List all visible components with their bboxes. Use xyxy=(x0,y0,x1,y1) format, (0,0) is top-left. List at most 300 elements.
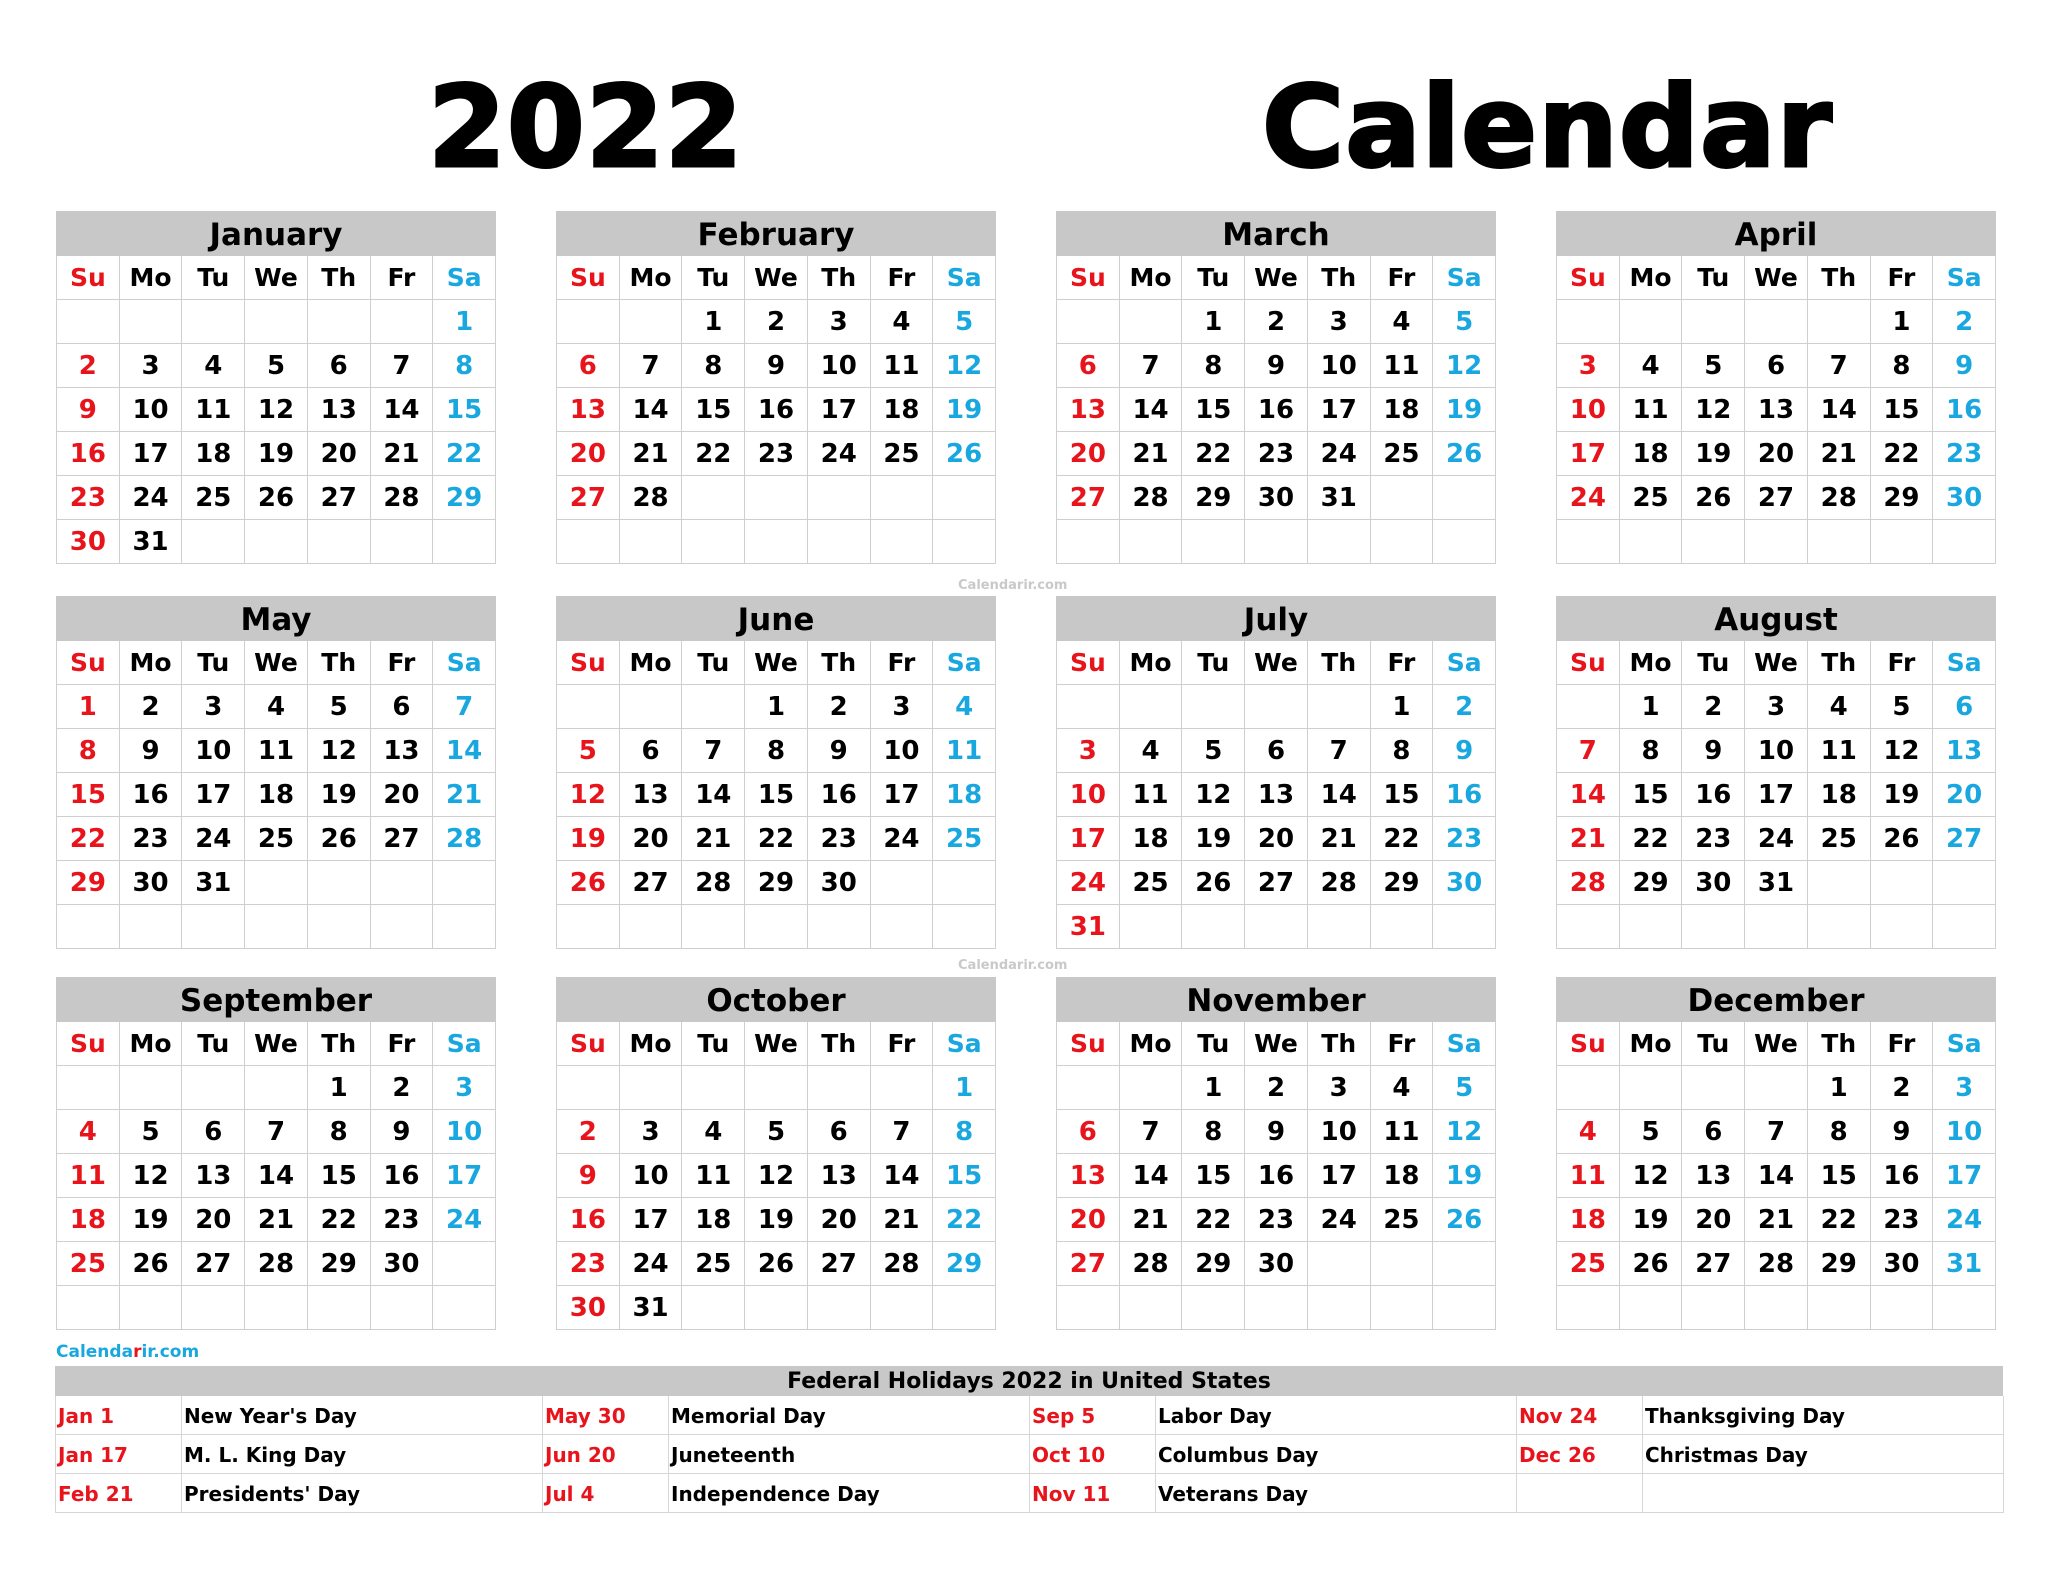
day-cell: 26 xyxy=(557,861,620,905)
day-cell: 20 xyxy=(808,1198,871,1242)
empty-cell xyxy=(1245,520,1308,564)
empty-cell xyxy=(620,905,683,949)
day-cell: 31 xyxy=(1057,905,1120,949)
day-cell: 1 xyxy=(308,1066,371,1110)
empty-cell xyxy=(433,1242,496,1286)
empty-cell xyxy=(1120,520,1183,564)
empty-cell xyxy=(871,476,934,520)
empty-cell xyxy=(933,520,996,564)
weekday-header: We xyxy=(745,256,808,300)
day-cell: 13 xyxy=(1057,388,1120,432)
day-cell: 4 xyxy=(1371,1066,1434,1110)
day-cell: 29 xyxy=(1871,476,1934,520)
month-name: August xyxy=(1556,596,1996,641)
brand-suffix: ir.com xyxy=(141,1342,200,1362)
day-cell: 29 xyxy=(745,861,808,905)
watermark: Calendarir.com xyxy=(958,958,1068,973)
day-cell: 30 xyxy=(1933,476,1996,520)
day-cell: 21 xyxy=(682,817,745,861)
weekday-header: Th xyxy=(808,1022,871,1066)
empty-cell xyxy=(120,1066,183,1110)
day-cell: 9 xyxy=(1245,344,1308,388)
weekday-header: Mo xyxy=(1620,256,1683,300)
day-cell: 1 xyxy=(57,685,120,729)
day-cell: 18 xyxy=(1371,1154,1434,1198)
day-cell: 12 xyxy=(745,1154,808,1198)
day-cell: 1 xyxy=(433,300,496,344)
weekday-header: Sa xyxy=(1433,1022,1496,1066)
day-cell: 13 xyxy=(308,388,371,432)
day-cell: 22 xyxy=(1620,817,1683,861)
month-april xyxy=(1556,211,1996,564)
day-cell: 8 xyxy=(745,729,808,773)
holiday-date: Nov 11 xyxy=(1030,1474,1156,1513)
day-cell: 8 xyxy=(1871,344,1934,388)
empty-cell xyxy=(745,905,808,949)
day-cell: 26 xyxy=(1620,1242,1683,1286)
weekday-header: Tu xyxy=(1182,641,1245,685)
day-cell: 7 xyxy=(620,344,683,388)
day-cell: 24 xyxy=(620,1242,683,1286)
empty-cell xyxy=(1433,476,1496,520)
day-cell: 24 xyxy=(1745,817,1808,861)
day-cell: 15 xyxy=(1620,773,1683,817)
weekday-header: Su xyxy=(57,256,120,300)
day-cell: 3 xyxy=(1308,1066,1371,1110)
day-cell: 24 xyxy=(1308,432,1371,476)
weekday-header: Mo xyxy=(1620,1022,1683,1066)
day-cell: 13 xyxy=(1933,729,1996,773)
day-cell: 24 xyxy=(433,1198,496,1242)
day-cell: 11 xyxy=(1120,773,1183,817)
day-cell: 27 xyxy=(1057,1242,1120,1286)
empty-cell xyxy=(933,905,996,949)
day-cell: 23 xyxy=(1682,817,1745,861)
empty-cell xyxy=(1745,905,1808,949)
day-cell: 15 xyxy=(308,1154,371,1198)
empty-cell xyxy=(371,300,434,344)
day-cell: 30 xyxy=(120,861,183,905)
day-cell: 8 xyxy=(308,1110,371,1154)
weekday-header: Sa xyxy=(1433,641,1496,685)
empty-cell xyxy=(1682,1286,1745,1330)
month-may xyxy=(56,596,496,949)
day-cell: 25 xyxy=(871,432,934,476)
holiday-date: Dec 26 xyxy=(1517,1435,1643,1474)
day-cell: 20 xyxy=(620,817,683,861)
weekday-header: Fr xyxy=(371,641,434,685)
month-name: April xyxy=(1556,211,1996,256)
empty-cell xyxy=(745,1286,808,1330)
weekday-header: Fr xyxy=(1871,641,1934,685)
day-cell: 8 xyxy=(433,344,496,388)
day-cell: 10 xyxy=(433,1110,496,1154)
empty-cell xyxy=(1682,300,1745,344)
day-cell: 14 xyxy=(682,773,745,817)
day-cell: 5 xyxy=(308,685,371,729)
empty-cell xyxy=(745,476,808,520)
weekday-header: Mo xyxy=(120,256,183,300)
empty-cell xyxy=(1245,685,1308,729)
empty-cell xyxy=(371,520,434,564)
month-name: October xyxy=(556,977,996,1022)
day-cell: 22 xyxy=(933,1198,996,1242)
day-cell: 26 xyxy=(245,476,308,520)
day-cell: 17 xyxy=(120,432,183,476)
day-cell: 31 xyxy=(620,1286,683,1330)
day-cell: 15 xyxy=(57,773,120,817)
empty-cell xyxy=(1871,861,1934,905)
day-cell: 24 xyxy=(871,817,934,861)
day-cell: 27 xyxy=(557,476,620,520)
day-cell: 2 xyxy=(557,1110,620,1154)
day-cell: 9 xyxy=(1433,729,1496,773)
day-cell: 11 xyxy=(682,1154,745,1198)
day-cell: 4 xyxy=(871,300,934,344)
empty-cell xyxy=(871,520,934,564)
day-cell: 29 xyxy=(1620,861,1683,905)
day-cell: 5 xyxy=(1433,300,1496,344)
weekday-header: Sa xyxy=(1933,641,1996,685)
day-cell: 17 xyxy=(1308,1154,1371,1198)
day-cell: 27 xyxy=(620,861,683,905)
day-cell: 4 xyxy=(1620,344,1683,388)
weekday-header: Su xyxy=(557,641,620,685)
weekday-header: We xyxy=(1745,1022,1808,1066)
day-cell: 6 xyxy=(1745,344,1808,388)
day-cell: 20 xyxy=(1245,817,1308,861)
day-cell: 3 xyxy=(433,1066,496,1110)
empty-cell xyxy=(1808,861,1871,905)
day-cell: 1 xyxy=(745,685,808,729)
month-december xyxy=(1556,977,1996,1330)
day-cell: 17 xyxy=(808,388,871,432)
day-cell: 18 xyxy=(1808,773,1871,817)
empty-cell xyxy=(182,520,245,564)
day-cell: 22 xyxy=(57,817,120,861)
weekday-header: Sa xyxy=(933,256,996,300)
weekday-header: Mo xyxy=(1120,641,1183,685)
day-cell: 22 xyxy=(433,432,496,476)
day-cell: 10 xyxy=(808,344,871,388)
empty-cell xyxy=(182,300,245,344)
empty-cell xyxy=(1057,685,1120,729)
day-cell: 6 xyxy=(620,729,683,773)
day-cell: 26 xyxy=(1433,432,1496,476)
day-cell: 19 xyxy=(1182,817,1245,861)
empty-cell xyxy=(1682,1066,1745,1110)
month-august xyxy=(1556,596,1996,949)
empty-cell xyxy=(1120,300,1183,344)
day-cell: 16 xyxy=(120,773,183,817)
day-cell: 3 xyxy=(808,300,871,344)
day-cell: 23 xyxy=(1933,432,1996,476)
empty-cell xyxy=(1933,1286,1996,1330)
day-cell: 21 xyxy=(371,432,434,476)
empty-cell xyxy=(1371,905,1434,949)
holiday-name: Thanksgiving Day xyxy=(1643,1396,2004,1435)
day-cell: 25 xyxy=(57,1242,120,1286)
day-cell: 16 xyxy=(557,1198,620,1242)
day-cell: 30 xyxy=(1433,861,1496,905)
month-september xyxy=(56,977,496,1330)
month-february xyxy=(556,211,996,564)
day-cell: 14 xyxy=(1308,773,1371,817)
day-cell: 9 xyxy=(745,344,808,388)
month-grid xyxy=(56,256,496,564)
day-cell: 2 xyxy=(57,344,120,388)
brand-highlight: r xyxy=(133,1342,142,1362)
month-name: February xyxy=(556,211,996,256)
day-cell: 24 xyxy=(1557,476,1620,520)
day-cell: 29 xyxy=(1182,476,1245,520)
day-cell: 12 xyxy=(1433,1110,1496,1154)
day-cell: 30 xyxy=(1245,1242,1308,1286)
month-grid xyxy=(1056,256,1496,564)
day-cell: 4 xyxy=(57,1110,120,1154)
day-cell: 6 xyxy=(182,1110,245,1154)
holiday-date: May 30 xyxy=(543,1396,669,1435)
empty-cell xyxy=(1120,685,1183,729)
day-cell: 15 xyxy=(1871,388,1934,432)
day-cell: 14 xyxy=(1120,388,1183,432)
day-cell: 1 xyxy=(1871,300,1934,344)
weekday-header: Su xyxy=(557,1022,620,1066)
weekday-header: We xyxy=(745,1022,808,1066)
holiday-name: Columbus Day xyxy=(1156,1435,1517,1474)
weekday-header: Tu xyxy=(682,641,745,685)
day-cell: 15 xyxy=(1182,1154,1245,1198)
day-cell: 12 xyxy=(1871,729,1934,773)
day-cell: 18 xyxy=(57,1198,120,1242)
month-grid xyxy=(56,641,496,949)
holidays-title: Federal Holidays 2022 in United States xyxy=(55,1366,2003,1396)
day-cell: 12 xyxy=(120,1154,183,1198)
day-cell: 8 xyxy=(1620,729,1683,773)
empty-cell xyxy=(682,520,745,564)
empty-cell xyxy=(245,905,308,949)
empty-cell xyxy=(682,1066,745,1110)
day-cell: 26 xyxy=(1871,817,1934,861)
day-cell: 25 xyxy=(1557,1242,1620,1286)
day-cell: 25 xyxy=(682,1242,745,1286)
weekday-header: Tu xyxy=(1682,256,1745,300)
day-cell: 10 xyxy=(620,1154,683,1198)
day-cell: 4 xyxy=(1808,685,1871,729)
day-cell: 24 xyxy=(808,432,871,476)
day-cell: 30 xyxy=(1871,1242,1934,1286)
weekday-header: Th xyxy=(808,256,871,300)
empty-cell xyxy=(308,861,371,905)
day-cell: 18 xyxy=(682,1198,745,1242)
empty-cell xyxy=(682,1286,745,1330)
day-cell: 10 xyxy=(1933,1110,1996,1154)
weekday-header: We xyxy=(1745,256,1808,300)
month-march xyxy=(1056,211,1496,564)
day-cell: 27 xyxy=(308,476,371,520)
day-cell: 4 xyxy=(933,685,996,729)
weekday-header: Fr xyxy=(371,1022,434,1066)
empty-cell xyxy=(1871,520,1934,564)
day-cell: 6 xyxy=(1245,729,1308,773)
weekday-header: Su xyxy=(57,641,120,685)
day-cell: 7 xyxy=(1745,1110,1808,1154)
weekday-header: Sa xyxy=(433,1022,496,1066)
day-cell: 13 xyxy=(620,773,683,817)
weekday-header: Sa xyxy=(1433,256,1496,300)
empty-cell xyxy=(1182,1286,1245,1330)
weekday-header: Tu xyxy=(182,256,245,300)
empty-cell xyxy=(1057,300,1120,344)
day-cell: 17 xyxy=(1933,1154,1996,1198)
holiday-name: Juneteenth xyxy=(669,1435,1030,1474)
day-cell: 7 xyxy=(1120,344,1183,388)
day-cell: 11 xyxy=(1371,1110,1434,1154)
day-cell: 10 xyxy=(1057,773,1120,817)
day-cell: 9 xyxy=(371,1110,434,1154)
empty-cell xyxy=(433,905,496,949)
empty-cell xyxy=(433,861,496,905)
day-cell: 28 xyxy=(1120,1242,1183,1286)
empty-cell xyxy=(1808,1286,1871,1330)
day-cell: 3 xyxy=(1745,685,1808,729)
empty-cell xyxy=(1682,520,1745,564)
brand-link[interactable] xyxy=(56,1342,199,1362)
empty-cell xyxy=(1557,300,1620,344)
day-cell: 19 xyxy=(745,1198,808,1242)
empty-cell xyxy=(871,1286,934,1330)
day-cell: 12 xyxy=(308,729,371,773)
holidays-grid xyxy=(55,1396,2003,1513)
day-cell: 28 xyxy=(371,476,434,520)
empty-cell xyxy=(1433,905,1496,949)
empty-cell xyxy=(1871,1286,1934,1330)
weekday-header: Th xyxy=(1308,256,1371,300)
day-cell: 27 xyxy=(808,1242,871,1286)
empty-cell xyxy=(1620,1286,1683,1330)
holiday-date: Oct 10 xyxy=(1030,1435,1156,1474)
day-cell: 15 xyxy=(1371,773,1434,817)
day-cell: 15 xyxy=(1808,1154,1871,1198)
day-cell: 18 xyxy=(1371,388,1434,432)
weekday-header: Tu xyxy=(1182,1022,1245,1066)
weekday-header: Sa xyxy=(933,641,996,685)
empty-cell xyxy=(1308,1242,1371,1286)
day-cell: 10 xyxy=(1745,729,1808,773)
month-grid xyxy=(56,1022,496,1330)
day-cell: 3 xyxy=(1933,1066,1996,1110)
day-cell: 19 xyxy=(1871,773,1934,817)
day-cell: 6 xyxy=(371,685,434,729)
day-cell: 22 xyxy=(682,432,745,476)
page-title-year: 2022 xyxy=(428,63,744,193)
empty-cell xyxy=(57,905,120,949)
day-cell: 27 xyxy=(1245,861,1308,905)
day-cell: 6 xyxy=(1682,1110,1745,1154)
day-cell: 31 xyxy=(1745,861,1808,905)
day-cell: 20 xyxy=(1057,432,1120,476)
holiday-date: Sep 5 xyxy=(1030,1396,1156,1435)
day-cell: 31 xyxy=(1933,1242,1996,1286)
day-cell: 21 xyxy=(433,773,496,817)
day-cell: 31 xyxy=(1308,476,1371,520)
empty-cell xyxy=(1308,685,1371,729)
day-cell: 30 xyxy=(808,861,871,905)
empty-cell xyxy=(57,1066,120,1110)
day-cell: 1 xyxy=(1182,1066,1245,1110)
month-name: July xyxy=(1056,596,1496,641)
day-cell: 2 xyxy=(1871,1066,1934,1110)
day-cell: 14 xyxy=(1557,773,1620,817)
holiday-name: M. L. King Day xyxy=(182,1435,543,1474)
day-cell: 20 xyxy=(182,1198,245,1242)
empty-cell xyxy=(557,1066,620,1110)
weekday-header: Th xyxy=(1808,1022,1871,1066)
day-cell: 12 xyxy=(245,388,308,432)
empty-cell xyxy=(1745,300,1808,344)
empty-cell xyxy=(182,905,245,949)
month-name: June xyxy=(556,596,996,641)
weekday-header: Th xyxy=(308,256,371,300)
weekday-header: Th xyxy=(808,641,871,685)
empty-cell xyxy=(745,1066,808,1110)
weekday-header: Mo xyxy=(1120,1022,1183,1066)
day-cell: 31 xyxy=(182,861,245,905)
day-cell: 24 xyxy=(1308,1198,1371,1242)
day-cell: 21 xyxy=(871,1198,934,1242)
weekday-header: Su xyxy=(1557,641,1620,685)
day-cell: 15 xyxy=(745,773,808,817)
empty-cell xyxy=(1620,905,1683,949)
weekday-header: We xyxy=(245,641,308,685)
day-cell: 5 xyxy=(933,300,996,344)
day-cell: 11 xyxy=(245,729,308,773)
empty-cell xyxy=(1933,520,1996,564)
empty-cell xyxy=(1620,300,1683,344)
weekday-header: Tu xyxy=(682,1022,745,1066)
weekday-header: We xyxy=(1745,641,1808,685)
day-cell: 3 xyxy=(1057,729,1120,773)
day-cell: 28 xyxy=(1557,861,1620,905)
day-cell: 5 xyxy=(120,1110,183,1154)
day-cell: 3 xyxy=(1557,344,1620,388)
day-cell: 13 xyxy=(808,1154,871,1198)
day-cell: 29 xyxy=(433,476,496,520)
weekday-header: Sa xyxy=(433,256,496,300)
day-cell: 31 xyxy=(120,520,183,564)
day-cell: 26 xyxy=(1433,1198,1496,1242)
empty-cell xyxy=(182,1066,245,1110)
day-cell: 24 xyxy=(1057,861,1120,905)
day-cell: 5 xyxy=(557,729,620,773)
day-cell: 7 xyxy=(245,1110,308,1154)
day-cell: 22 xyxy=(308,1198,371,1242)
day-cell: 15 xyxy=(682,388,745,432)
day-cell: 22 xyxy=(1808,1198,1871,1242)
day-cell: 26 xyxy=(1182,861,1245,905)
weekday-header: Mo xyxy=(620,641,683,685)
month-june xyxy=(556,596,996,949)
day-cell: 14 xyxy=(245,1154,308,1198)
day-cell: 11 xyxy=(1557,1154,1620,1198)
day-cell: 10 xyxy=(1308,344,1371,388)
empty-cell xyxy=(1808,300,1871,344)
day-cell: 24 xyxy=(1933,1198,1996,1242)
month-name: November xyxy=(1056,977,1496,1022)
day-cell: 13 xyxy=(1057,1154,1120,1198)
day-cell: 19 xyxy=(1433,1154,1496,1198)
empty-cell xyxy=(120,300,183,344)
